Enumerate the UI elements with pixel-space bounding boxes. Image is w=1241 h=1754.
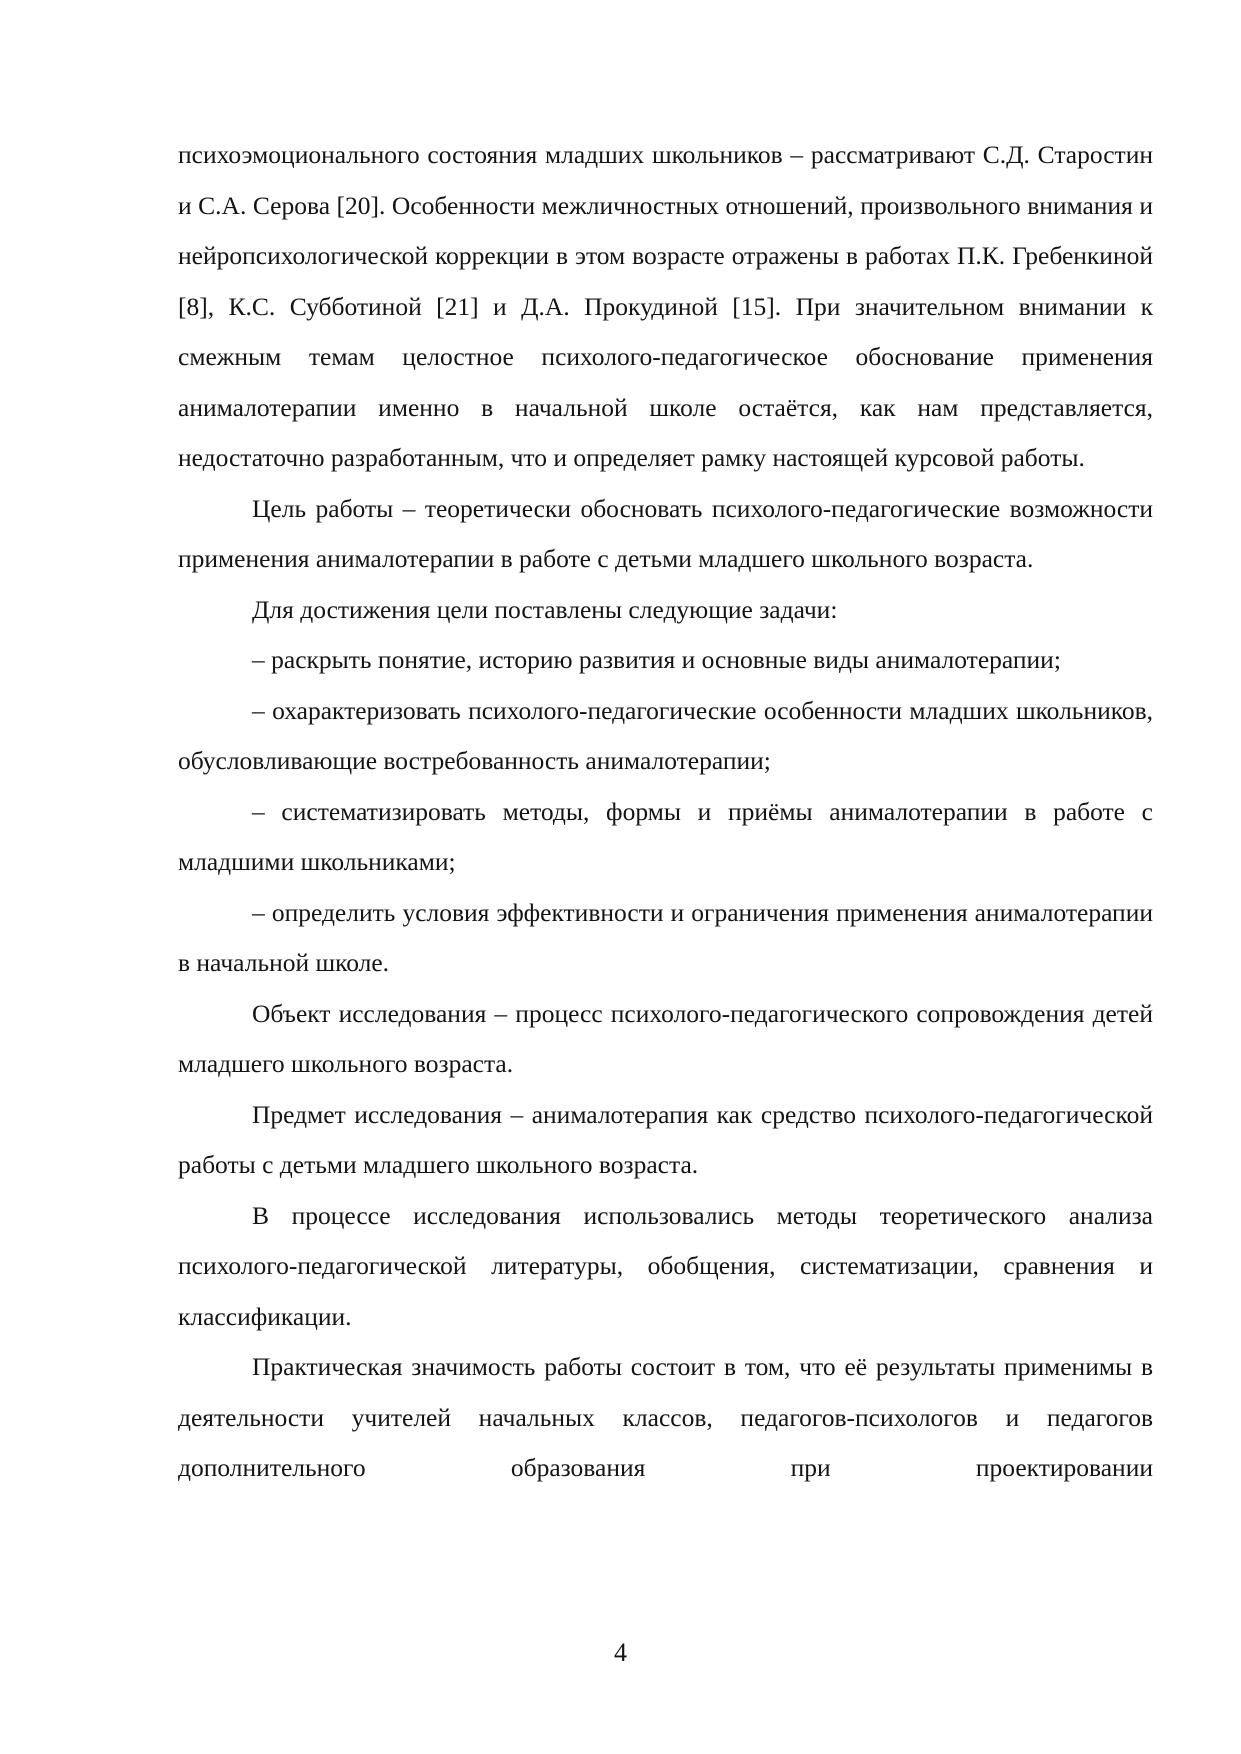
paragraph-practical-significance: Практическая значимость работы состоит в том, что её результаты применимы в деятельности учителей начальных классов, педагогов-психологов и педагогов дополнительного образования при проектировании	[178, 1352, 1153, 1482]
page-number: 4	[614, 1638, 627, 1667]
task-item-4: – определить условия эффективности и ограничения применения анималотерапии в начальной школе.	[178, 897, 1153, 977]
paragraph-object: Объект исследования – процесс психолого-педагогического сопровождения детей младшего школьного возраста.	[178, 998, 1153, 1078]
paragraph-subject: Предмет исследования – анималотерапия как средство психолого-педагогической работы с детьми младшего школьного возраста.	[178, 1099, 1153, 1179]
paragraph-methods: В процессе исследования использовались методы теоретического анализа психолого-педагогической литературы, обобщения, систематизации, сравнения и классификации.	[178, 1200, 1153, 1331]
task-item-2: – охарактеризовать психолого-педагогические особенности младших школьников, обусловливающие востребованность анималотерапии;	[178, 695, 1153, 775]
body-text	[178, 130, 1153, 1494]
task-item-3: – систематизировать методы, формы и приёмы анималотерапии в работе с младшими школьниками;	[178, 796, 1153, 876]
paragraph-continued-literature-review: психоэмоционального состояния младших школьников – рассматривают С.Д. Старостин и С.А. Серова [20]. Особенности межличностных отношений, произвольного внимания и нейропсихологической коррекции в этом возрасте отражены в работах П.К. Гребенкиной [8], К.С. Субботиной [21] и Д.А. Прокудиной [15]. При значительном внимании к смежным темам целостное психолого-педагогическое обоснование применения анималотерапии именно в начальной школе остаётся, как нам представляется, недостаточно разработанным, что и определяет рамку настоящей курсовой работы.	[178, 140, 1153, 472]
paragraph-goal: Цель работы – теоретически обосновать психолого-педагогические возможности применения анималотерапии в работе с детьми младшего школьного возраста.	[178, 493, 1153, 573]
paragraph-tasks-intro: Для достижения цели поставлены следующие задачи:	[252, 594, 838, 624]
task-item-1: – раскрыть понятие, историю развития и основные виды анималотерапии;	[252, 645, 1061, 674]
